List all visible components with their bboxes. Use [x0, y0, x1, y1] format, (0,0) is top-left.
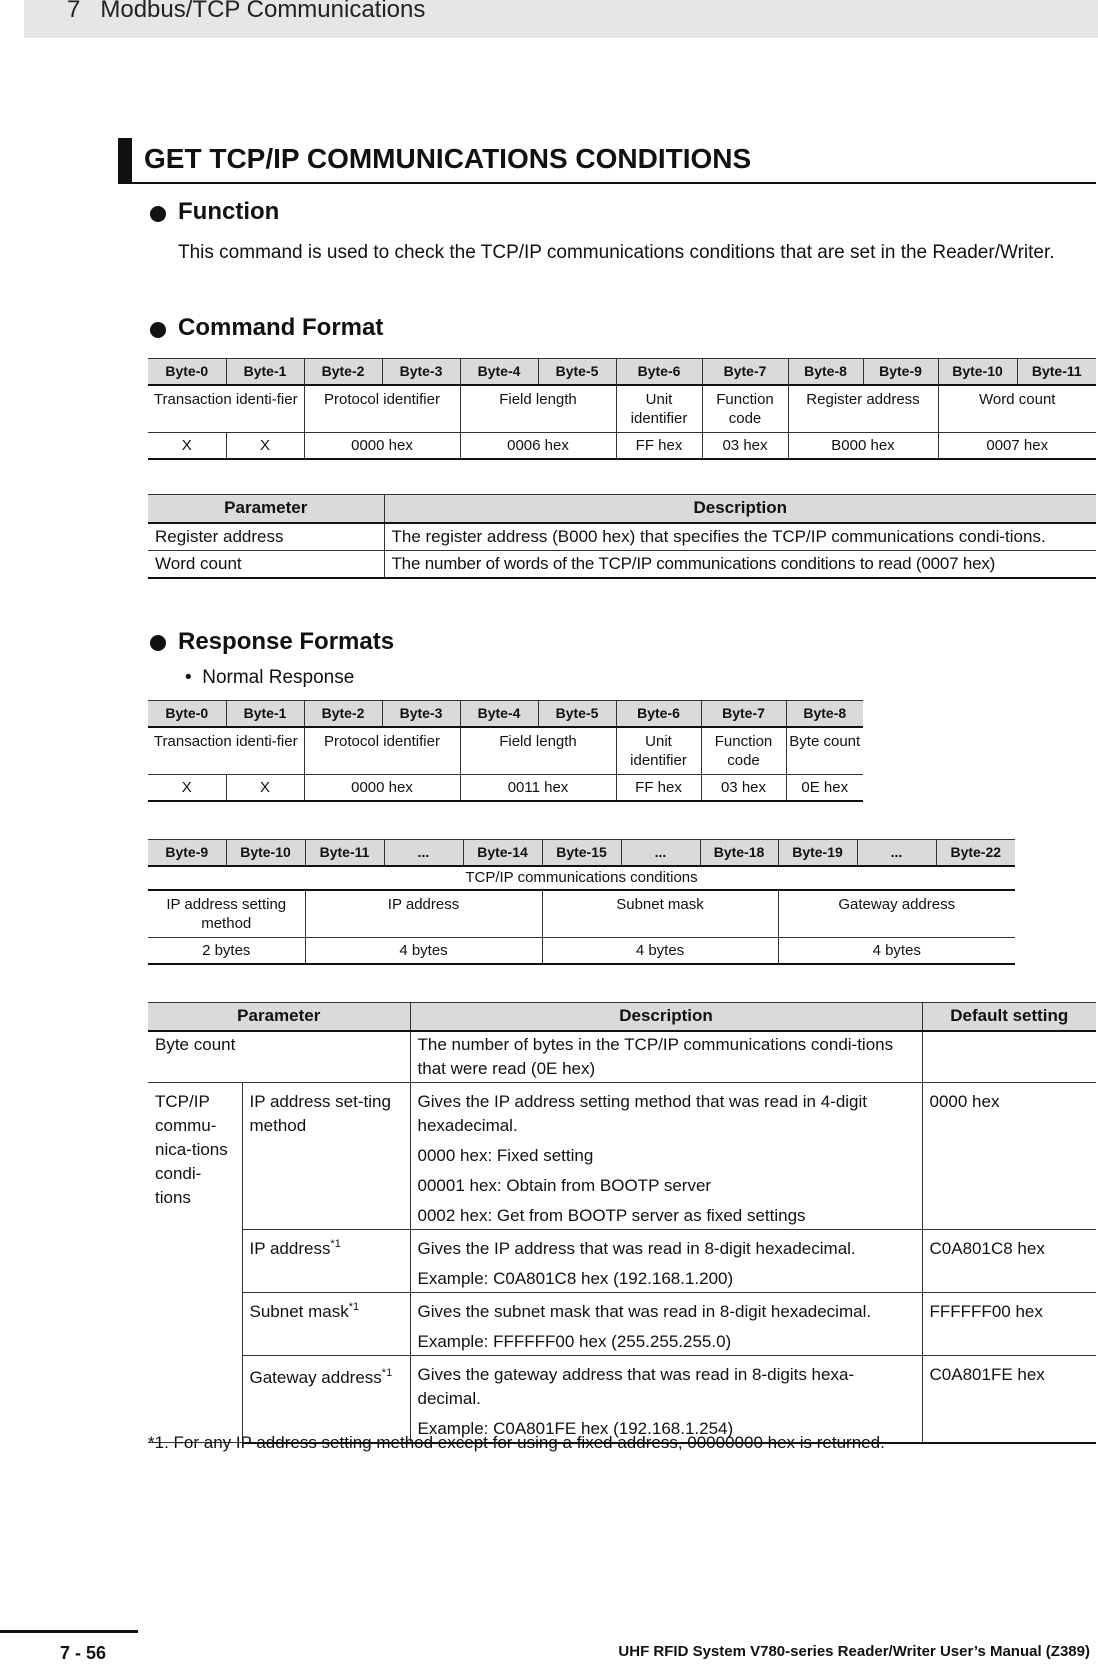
byte-header: Byte-8: [786, 701, 863, 727]
description-line: Gives the IP address setting method that was read in 4-digit hexadecimal.: [417, 1091, 868, 1135]
normal-response-label: • Normal Response: [185, 667, 355, 688]
parameter-name: [242, 1229, 410, 1292]
field-size: 4 bytes: [305, 938, 542, 964]
byte-header: Byte-0: [148, 359, 226, 385]
field-size: 4 bytes: [542, 938, 778, 964]
field-value: 0007 hex: [938, 433, 1096, 459]
field-name: Gateway address: [778, 890, 1015, 938]
parameter-description: [410, 1355, 922, 1443]
byte-header: Byte-15: [542, 840, 621, 866]
byte-header: Byte-8: [788, 359, 863, 385]
byte-header: Byte-11: [305, 840, 384, 866]
field-value: B000 hex: [788, 433, 938, 459]
parameter-description: [410, 1082, 922, 1229]
byte-header: Byte-10: [226, 840, 305, 866]
field-name: Register address: [788, 385, 938, 433]
description-line: Gives the subnet mask that was read in 8-digit hexadecimal.: [417, 1301, 872, 1321]
byte-header: Byte-4: [460, 701, 538, 727]
byte-header: Byte-11: [1017, 359, 1096, 385]
column-header: Parameter: [148, 495, 384, 523]
parameter-description: The number of bytes in the TCP/IP communications condi-tions that were read (0E hex): [410, 1031, 922, 1083]
field-name: Transaction identi-fier: [148, 727, 304, 775]
parameter-name-text: IP address: [249, 1238, 331, 1258]
description-line: Example: FFFFFF00 hex (255.255.255.0): [417, 1331, 732, 1351]
parameter-description: The number of words of the TCP/IP communications conditions to read (0007 hex): [384, 550, 1096, 578]
byte-header: Byte-2: [304, 701, 382, 727]
byte-header: Byte-7: [702, 359, 788, 385]
group-label: TCP/IP communications conditions: [148, 866, 1015, 890]
byte-header: Byte-3: [382, 701, 460, 727]
command-format-heading: Command Format: [178, 314, 384, 341]
footnote: *1. For any IP address setting method except for using a fixed address, 00000000 hex is returned.: [148, 1433, 885, 1452]
field-value: 0011 hex: [460, 775, 616, 801]
field-name: IP address: [305, 890, 542, 938]
byte-header: ...: [384, 840, 463, 866]
function-heading: Function: [178, 198, 280, 225]
field-name: IP address setting method: [148, 890, 305, 938]
function-text: This command is used to check the TCP/IP communications conditions that are set in the Reader/Writer.: [178, 242, 1055, 263]
bullet-dot-icon: [150, 206, 166, 222]
field-value: 0000 hex: [304, 433, 460, 459]
byte-header: Byte-5: [538, 359, 616, 385]
field-name: Subnet mask: [542, 890, 778, 938]
field-name: Unit identifier: [616, 385, 702, 433]
field-name: Function code: [702, 385, 788, 433]
normal-response-text: Normal Response: [202, 667, 355, 688]
byte-header: Byte-5: [538, 701, 616, 727]
description-line: Gives the gateway address that was read in 8-digits hexa-decimal.: [417, 1364, 855, 1408]
byte-header: Byte-2: [304, 359, 382, 385]
byte-header: ...: [857, 840, 936, 866]
command-parameter-table: [148, 494, 1096, 579]
parameter-name-text: Gateway address: [249, 1367, 382, 1387]
default-setting: FFFFFF00 hex: [922, 1292, 1096, 1355]
field-name: Protocol identifier: [304, 385, 460, 433]
byte-header: Byte-22: [936, 840, 1015, 866]
byte-header: Byte-9: [863, 359, 938, 385]
parameter-description: [410, 1229, 922, 1292]
byte-header: Byte-4: [460, 359, 538, 385]
normal-response-table: [148, 700, 863, 802]
byte-header: Byte-1: [226, 701, 304, 727]
byte-header: Byte-10: [938, 359, 1017, 385]
parameter-name: [242, 1355, 410, 1443]
default-setting: C0A801FE hex: [922, 1355, 1096, 1443]
column-header: Description: [410, 1003, 922, 1031]
description-line: 0002 hex: Get from BOOTP server as fixed settings: [417, 1205, 806, 1225]
byte-header: Byte-7: [701, 701, 786, 727]
field-value: 03 hex: [701, 775, 786, 801]
parameter-name: Word count: [148, 550, 384, 578]
footnote-mark: *1: [330, 1237, 341, 1250]
description-line: Gives the IP address that was read in 8-digit hexadecimal.: [417, 1238, 856, 1258]
field-name: Byte count: [786, 727, 863, 775]
section-title: GET TCP/IP COMMUNICATIONS CONDITIONS: [144, 143, 752, 174]
parameter-description: The register address (B000 hex) that specifies the TCP/IP communications condi-tions.: [384, 523, 1096, 551]
field-name: Unit identifier: [616, 727, 701, 775]
column-header: Description: [384, 495, 1096, 523]
footer-rule: [0, 1630, 138, 1633]
parameter-name: Byte count: [148, 1031, 410, 1083]
field-size: 2 bytes: [148, 938, 305, 964]
conditions-response-table: [148, 839, 1015, 965]
parameter-description: [410, 1292, 922, 1355]
description-line: Example: C0A801C8 hex (192.168.1.200): [417, 1268, 734, 1288]
field-value: X: [148, 433, 226, 459]
field-value: X: [226, 433, 304, 459]
parameter-name: IP address set-ting method: [242, 1082, 410, 1229]
field-name: Function code: [701, 727, 786, 775]
parameter-name: [242, 1292, 410, 1355]
byte-header: Byte-1: [226, 359, 304, 385]
group-label: TCP/IP commu-nica-tions condi-tions: [148, 1082, 242, 1443]
default-setting: [922, 1031, 1096, 1083]
field-value: X: [226, 775, 304, 801]
footnote-mark: *1: [381, 1366, 393, 1379]
byte-header: Byte-19: [778, 840, 857, 866]
column-header: Default setting: [922, 1003, 1096, 1031]
response-formats-heading: Response Formats: [178, 628, 395, 655]
section-header: [118, 138, 1096, 184]
column-header: Parameter: [148, 1003, 410, 1031]
manual-title: UHF RFID System V780-series Reader/Writer User’s Manual (Z389): [618, 1643, 1090, 1660]
default-setting: 0000 hex: [922, 1082, 1096, 1229]
field-name: Protocol identifier: [304, 727, 460, 775]
description-line: 00001 hex: Obtain from BOOTP server: [417, 1175, 712, 1195]
description-line: Example: C0A801FE hex (192.168.1.254): [417, 1418, 734, 1438]
byte-header: Byte-6: [616, 701, 701, 727]
section-marker-bar: [118, 138, 132, 184]
field-value: FF hex: [616, 775, 701, 801]
response-parameter-table: [148, 1002, 1096, 1444]
bullet-dot-icon: [150, 322, 166, 338]
parameter-name: Register address: [148, 523, 384, 551]
field-value: 0006 hex: [460, 433, 616, 459]
field-name: Field length: [460, 385, 616, 433]
field-value: FF hex: [616, 433, 702, 459]
byte-header: Byte-9: [148, 840, 226, 866]
parameter-name-text: Subnet mask: [249, 1301, 349, 1321]
field-name: Field length: [460, 727, 616, 775]
command-format-table: [148, 358, 1096, 460]
byte-header: Byte-6: [616, 359, 702, 385]
field-value: 0E hex: [786, 775, 863, 801]
field-value: X: [148, 775, 226, 801]
field-name: Transaction identi-fier: [148, 385, 304, 433]
page-number: 7 - 56: [60, 1643, 107, 1663]
bullet-dot-icon: [150, 635, 166, 651]
description-line: 0000 hex: Fixed setting: [417, 1145, 594, 1165]
byte-header: Byte-18: [700, 840, 778, 866]
byte-header: Byte-0: [148, 701, 226, 727]
footnote-mark: *1: [348, 1300, 360, 1313]
default-setting: C0A801C8 hex: [922, 1229, 1096, 1292]
byte-header: ...: [621, 840, 700, 866]
field-size: 4 bytes: [778, 938, 1015, 964]
chapter-title: 7 Modbus/TCP Communications: [67, 0, 426, 23]
field-name: Word count: [938, 385, 1096, 433]
byte-header: Byte-3: [382, 359, 460, 385]
field-value: 03 hex: [702, 433, 788, 459]
field-value: 0000 hex: [304, 775, 460, 801]
byte-header: Byte-14: [463, 840, 542, 866]
